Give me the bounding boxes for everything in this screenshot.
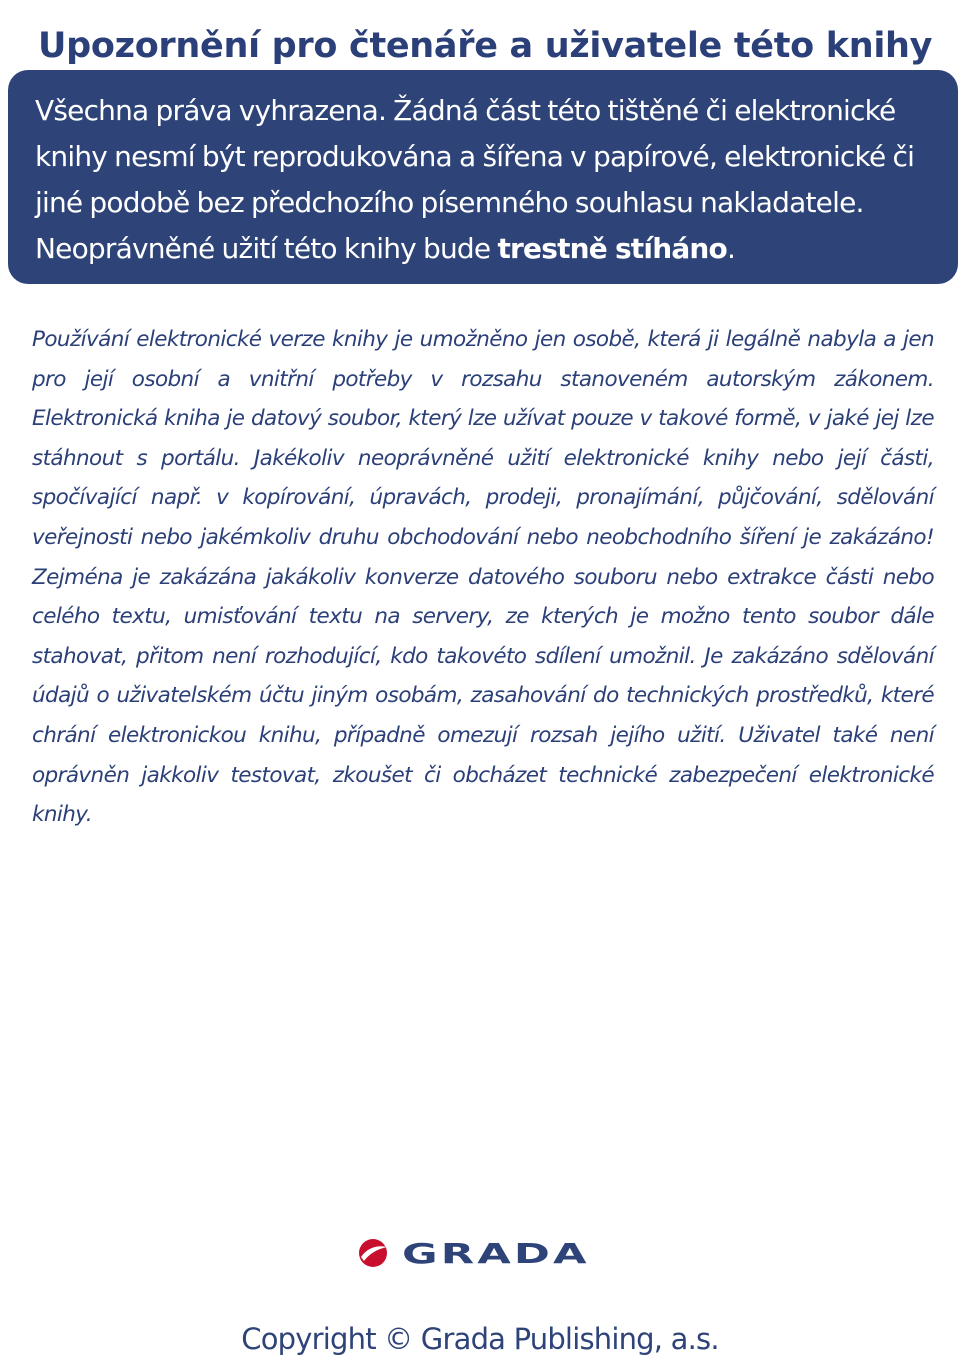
rights-notice-emphasis: trestně stíháno — [497, 232, 727, 265]
rights-notice-text — [35, 88, 938, 272]
grada-logo — [358, 1236, 590, 1270]
copyright-notice: Copyright © Grada Publishing, a.s. — [241, 1322, 719, 1356]
grada-wordmark: GRADA — [402, 1236, 590, 1270]
rights-notice-end: . — [727, 232, 736, 265]
rights-notice-box — [8, 70, 958, 284]
usage-terms-paragraph: Používání elektronické verze knihy je umožněno jen osobě, která ji legálně nabyla a jen pro její osobní a vnitřní potřeby v rozsahu stanoveném autorským zákonem. Elektronická kniha je datový soubor, který lze užívat pouze v takové formě, v jaké jej lze stáhnout s portálu. Jakékoliv neoprávněné užití elektronické knihy nebo její části, spočívající např. v kopírování, úpravách, prodeji, pronajímání, půjčování, sdělování veřejnosti nebo jakémkoliv druhu obchodování nebo neobchodního šíření je zakázáno! Zejména je zakázána jakákoliv konverze datového souboru nebo extrakce části nebo celého textu, umisťování textu na servery, ze kterých je možno tento soubor dále stahovat, přitom není rozhodující, kdo takovéto sdílení umožnil. Je zakázáno sdělování údajů o uživatelském účtu jiným osobám, zasahování do technických prostředků, které chrání elektronickou knihu, případně omezují rozsah jejího užití. Uživatel také není oprávněn jakkoliv testovat, zkoušet či obcházet technické zabezpečení elektronické knihy. — [32, 327, 934, 828]
rights-notice-plain: Všechna práva vyhrazena. Žádná část této tištěné či elektronické knihy nesmí být reprodukována a šířena v papírové, elektronické či jiné podobě bez předchozího písemného souhlasu nakladatele. Neoprávněné užití této knihy bude — [35, 94, 915, 265]
grada-swoosh-icon — [358, 1238, 388, 1268]
page-title: Upozornění pro čtenáře a uživatele této knihy — [38, 26, 933, 67]
